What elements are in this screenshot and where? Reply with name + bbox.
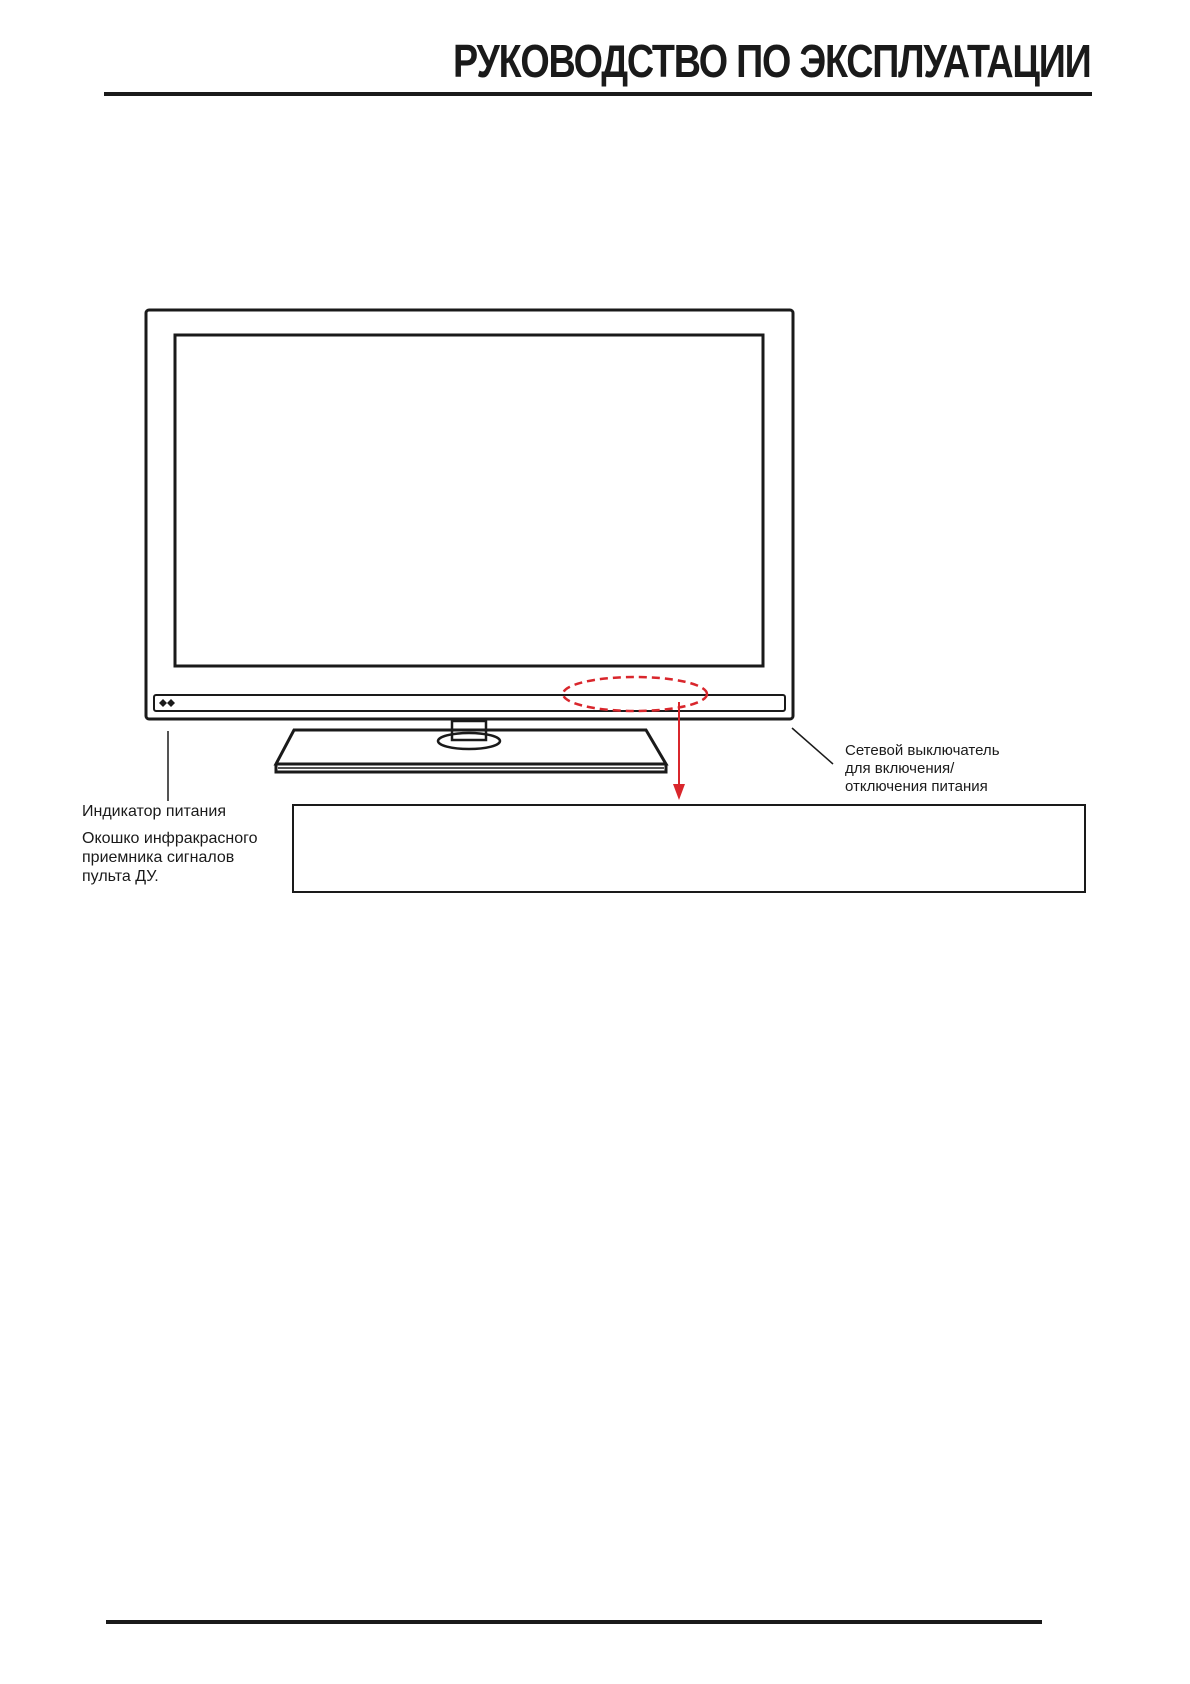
- highlight-arrow: [673, 702, 685, 800]
- power-indicator-label: Индикатор питания: [82, 803, 226, 820]
- power-indicator-icon: [159, 699, 175, 707]
- footer-rule: [106, 1620, 1042, 1624]
- power-switch-label: Сетевой выключатель для включения/ отключения питания: [845, 742, 1000, 795]
- tv-outer-frame: [146, 310, 793, 719]
- tv-screen: [175, 335, 763, 666]
- ir-window-label: Окошко инфракрасного приемника сигналов пульта ДУ.: [82, 830, 258, 885]
- power-switch-leader: [792, 728, 833, 764]
- tv-stand-base: [276, 730, 666, 772]
- page-title: РУКОВОДСТВО ПО ЭКСПЛУАТАЦИИ: [452, 35, 1090, 87]
- tv-bottom-bezel: [154, 695, 785, 711]
- info-box: [292, 804, 1086, 893]
